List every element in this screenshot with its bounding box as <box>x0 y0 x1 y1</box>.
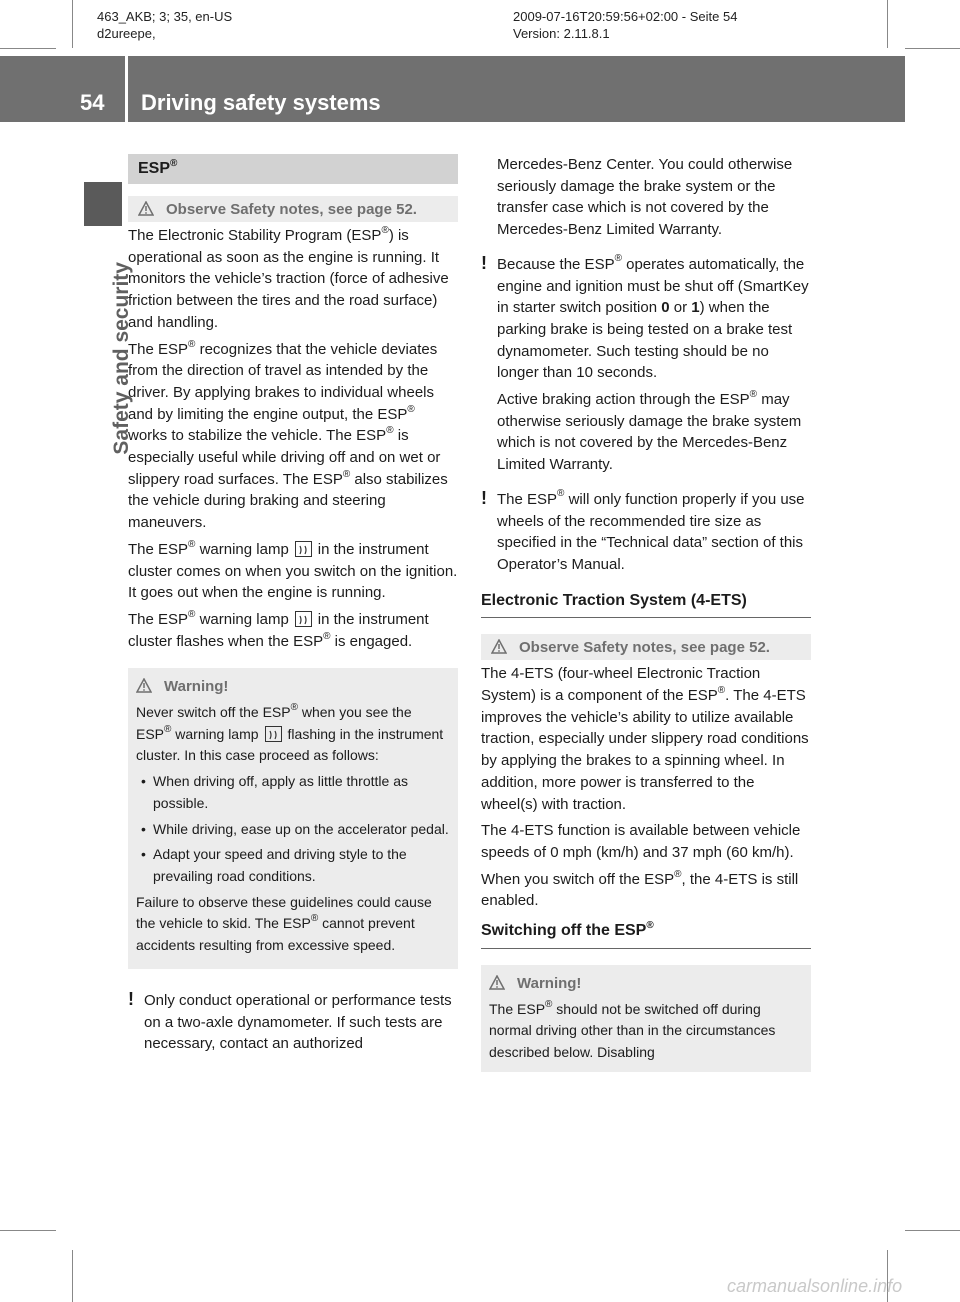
warning-title: Warning! <box>489 973 803 995</box>
list-item: • When driving off, apply as little throttle as possible. <box>141 773 408 811</box>
note-dynamometer-continued: Mercedes-Benz Center. You could otherwise seriously damage the brake system or the transfer case which is not covered by the Mercedes-Benz Limited Warranty. <box>497 156 793 239</box>
warning-triangle-icon <box>491 639 507 654</box>
list-item: • Adapt your speed and driving style to the prevailing road conditions. <box>141 846 407 884</box>
safety-note-bar: Observe Safety notes, see page 52. <box>481 634 811 660</box>
safety-note-bar: Observe Safety notes, see page 52. <box>128 196 458 222</box>
note-tire-size: ! The ESP® will only function properly if you use wheels of the recommended tire size as specified in the “Technical data” section of this Operator’s Manual. <box>481 487 805 573</box>
section-heading-switch-off: Switching off the ESP® <box>481 920 811 949</box>
list-item: • While driving, ease up on the accelerator pedal. <box>141 820 449 837</box>
section-heading-esp: ESP® <box>128 154 458 184</box>
paragraph-warning-lamp-flash: The ESP® warning lamp in the instrument cluster flashes when the ESP® is engaged. <box>128 608 429 650</box>
crop-mark <box>887 0 888 48</box>
crop-mark <box>0 1230 56 1231</box>
warning-box <box>128 668 458 968</box>
warning-text: The ESP® should not be switched off during normal driving other than in the circumstances described below. Disabling <box>489 998 776 1060</box>
exclamation-icon: ! <box>481 487 487 508</box>
esp-lamp-icon <box>265 726 282 742</box>
esp-lamp-icon <box>295 541 312 557</box>
left-column <box>128 154 458 1060</box>
crop-mark <box>72 0 73 48</box>
watermark: carmanualsonline.info <box>727 1276 903 1296</box>
meta-version: Version: 2.11.8.1 <box>513 26 610 41</box>
right-column <box>481 154 811 1092</box>
note-dynamometer: ! Only conduct operational or performance tests on a two-axle dynamometer. If such tests are necessary, contact an authorized <box>128 988 452 1053</box>
paragraph-ets-enabled: When you switch off the ESP®, the 4-ETS is still enabled. <box>481 868 799 910</box>
warning-consequence: Failure to observe these guidelines could cause the vehicle to skid. The ESP® cannot prevent accidents resulting from excessive speed. <box>136 893 432 954</box>
paragraph-esp-function: The ESP® recognizes that the vehicle deviates from the direction of travel as intended by the driver. By applying brakes to individual wheels and by limiting the engine output, the ESP® works to stabilize the vehicle. The ESP® is especially useful while driving off and on wet or slippery road surfaces. The ESP® also stabilizes the vehicle during braking and steering maneuvers. <box>128 338 448 532</box>
warning-triangle-icon <box>138 201 154 216</box>
paragraph-ets-speed: The 4-ETS function is available between vehicle speeds of 0 mph (km/h) and 37 mph (60 km/h). <box>481 822 801 861</box>
warning-triangle-icon <box>136 678 152 693</box>
warning-box <box>481 965 811 1072</box>
meta-doc-id: d2ureepe, <box>97 26 156 41</box>
exclamation-icon: ! <box>481 252 487 273</box>
paragraph-ets-intro: The 4-ETS (four-wheel Electronic Traction System) is a component of the ESP®. The 4-ETS improves the vehicle’s ability to utilize available traction, especially under slippery road conditions by applying the brakes to a spinning wheel. In addition, more power is transferred to the wheel(s) with traction. <box>481 665 809 813</box>
note-braking-action: Active braking action through the ESP® may otherwise seriously damage the brake system which is not covered by the Mercedes-Benz Limited Warranty. <box>497 389 802 474</box>
warning-title: Warning! <box>136 676 450 698</box>
side-tab-marker <box>84 182 122 226</box>
paragraph-esp-intro: The Electronic Stability Program (ESP®) is operational as soon as the engine is running. It monitors the vehicle’s traction (force of adhesive friction between the tires and the road surface) and handling. <box>128 225 449 331</box>
meta-timestamp: 2009-07-16T20:59:56+02:00 - Seite 54 <box>513 9 738 24</box>
crop-mark <box>905 48 960 49</box>
warning-triangle-icon <box>489 975 505 990</box>
crop-mark <box>905 1230 960 1231</box>
note-parking-brake: ! Because the ESP® operates automatically, the engine and ignition must be shut off (SmartKey in starter switch position 0 or 1) when the parking brake is being tested on a brake test dynamometer. Such testing should be no longer than 10 seconds. <box>481 252 809 382</box>
crop-mark <box>0 48 56 49</box>
side-tab-label: Safety and security <box>110 262 133 455</box>
meta-doc-code: 463_AKB; 3; 35, en-US <box>97 9 233 24</box>
section-heading-ets: Electronic Traction System (4-ETS) <box>481 590 811 619</box>
exclamation-icon: ! <box>128 988 134 1009</box>
header-divider <box>125 56 128 122</box>
warning-text: Never switch off the ESP® when you see the ESP® warning lamp flashing in the instrument cluster. In this case proceed as follows: <box>136 702 444 764</box>
esp-lamp-icon <box>295 611 312 627</box>
page-number: 54 <box>80 90 105 115</box>
paragraph-warning-lamp-on: The ESP® warning lamp in the instrument cluster comes on when you switch on the ignition. It goes out when the engine is running. <box>128 538 458 602</box>
crop-mark <box>72 1250 73 1302</box>
page-header-bar <box>0 56 905 122</box>
page-title: Driving safety systems <box>141 90 381 115</box>
